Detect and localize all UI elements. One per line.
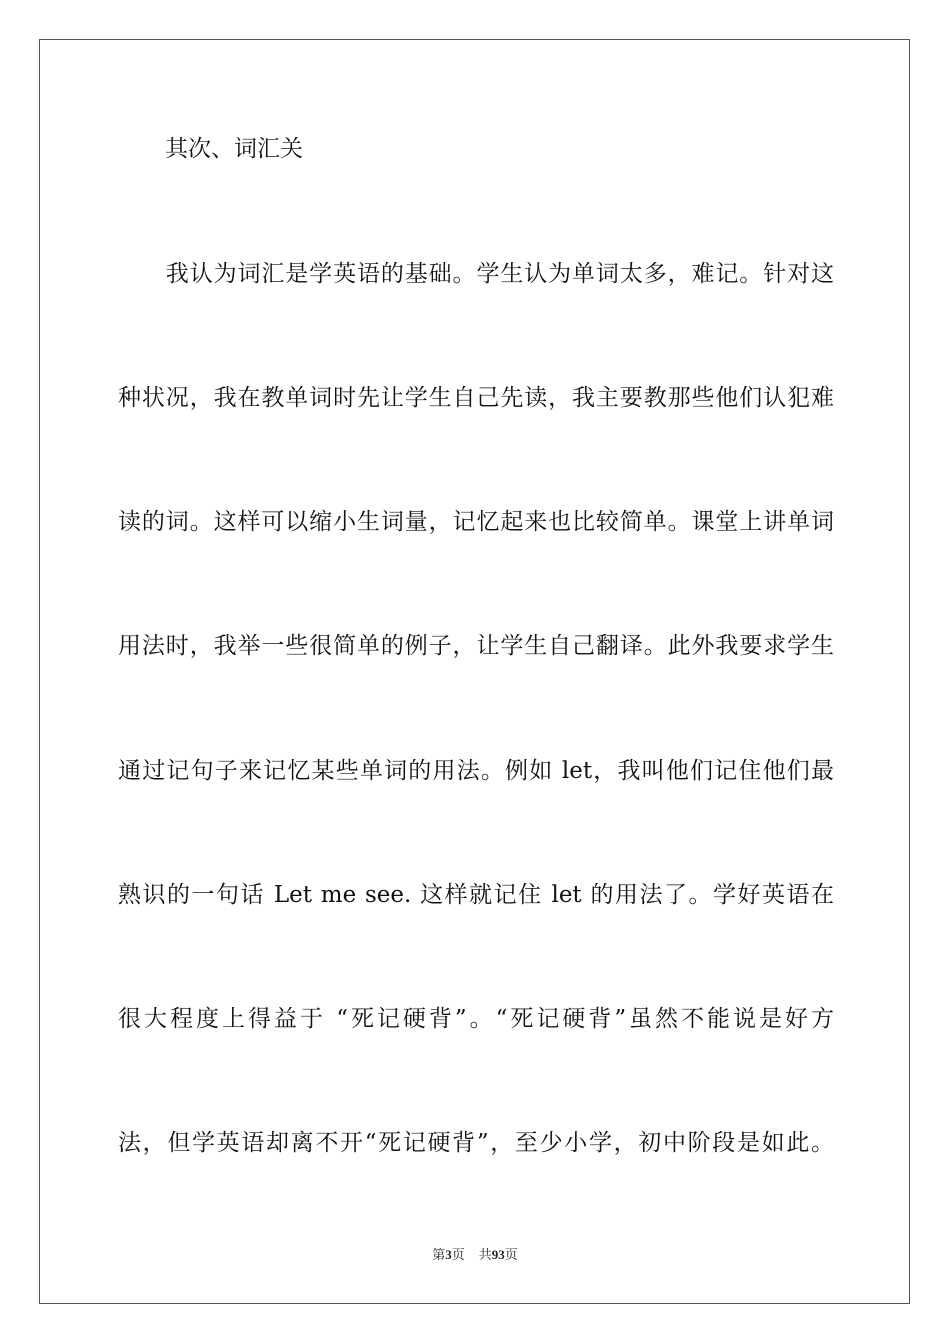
page-frame bbox=[39, 39, 910, 1304]
paragraph-line-8: 法，但学英语却离不开“死记硬背”，至少小学，初中阶段是如此。 bbox=[118, 1130, 834, 1156]
page-prefix: 第 bbox=[432, 1248, 446, 1263]
page-footer bbox=[0, 1247, 950, 1264]
paragraph-line-2: 种状况，我在教单词时先让学生自己先读，我主要教那些他们认犯难 bbox=[118, 385, 834, 411]
paragraph-line-6: 熟识的一句话 Let me see. 这样就记住 let 的用法了。学好英语在 bbox=[118, 882, 834, 908]
page-suffix: 页 bbox=[451, 1248, 465, 1263]
paragraph-line-5: 通过记句子来记忆某些单词的用法。例如 let，我叫他们记住他们最 bbox=[118, 758, 834, 784]
total-prefix: 共 bbox=[478, 1248, 492, 1263]
paragraph-line-1: 我认为词汇是学英语的基础。学生认为单词太多，难记。针对这 bbox=[118, 261, 834, 287]
total-page-count: 93 bbox=[491, 1247, 505, 1262]
paragraph-line-4: 用法时，我举一些很简单的例子，让学生自己翻译。此外我要求学生 bbox=[118, 633, 834, 659]
paragraph-line-3: 读的词。这样可以缩小生词量，记忆起来也比较简单。课堂上讲单词 bbox=[118, 509, 834, 535]
current-page-number: 3 bbox=[445, 1247, 452, 1262]
total-suffix: 页 bbox=[504, 1248, 518, 1263]
section-heading: 其次、词汇关 bbox=[165, 136, 303, 162]
paragraph-line-7: 很大程度上得益于 “死记硬背”。“死记硬背”虽然不能说是好方 bbox=[118, 1006, 834, 1032]
